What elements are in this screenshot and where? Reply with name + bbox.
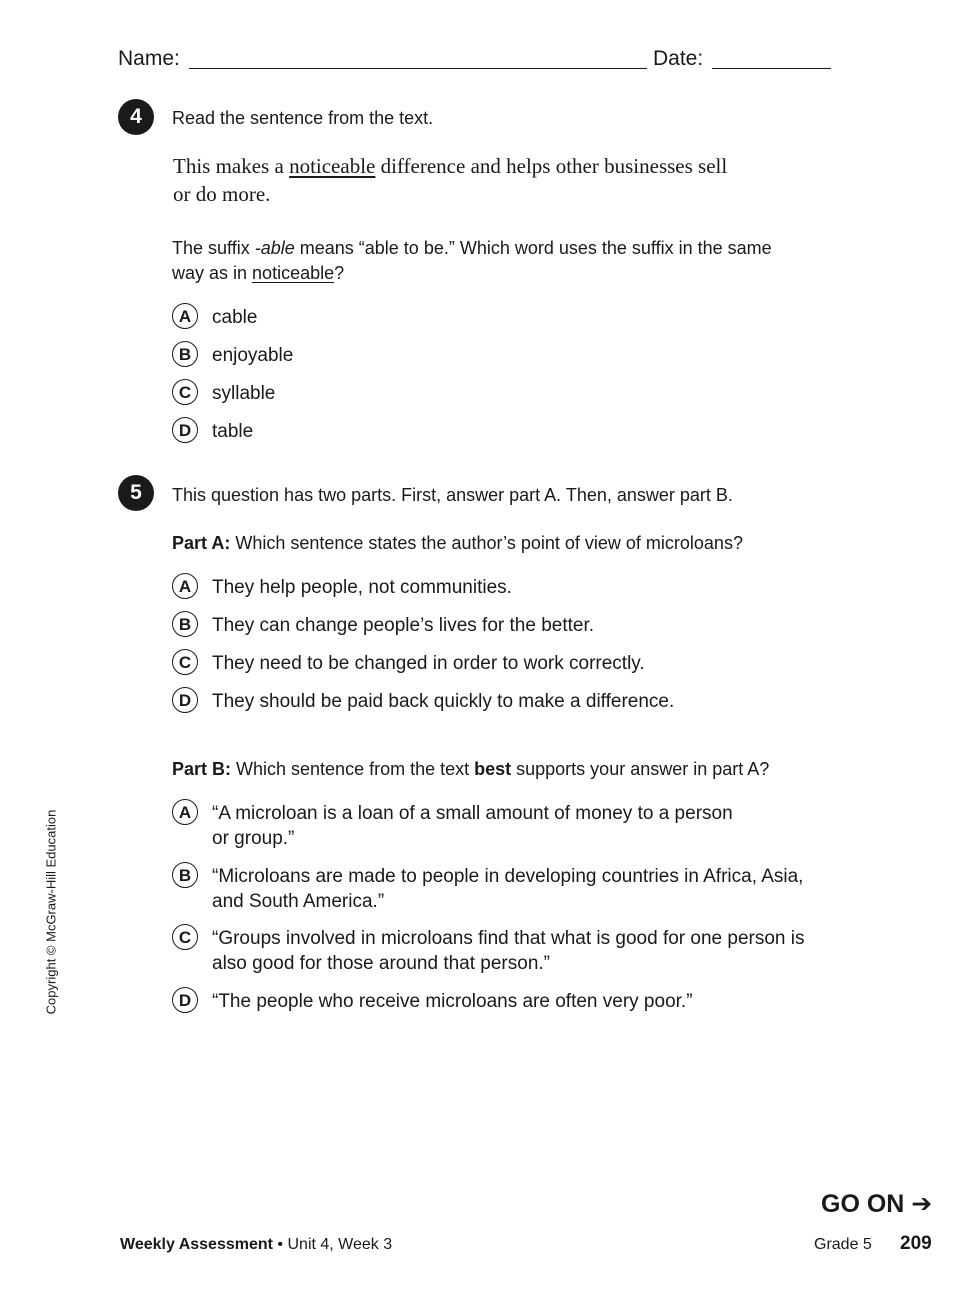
part-b-option-d[interactable]: D “The people who receive microloans are often very poor.”	[172, 989, 693, 1014]
answer-bubble: B	[172, 341, 198, 367]
arrow-right-icon: ➔	[911, 1190, 933, 1218]
q4-option-d[interactable]: D table	[172, 419, 253, 444]
quote-underlined-word: noticeable	[289, 154, 376, 178]
q4-option-c[interactable]: C syllable	[172, 381, 275, 406]
question-5-number: 5	[118, 475, 154, 511]
answer-bubble: A	[172, 799, 198, 825]
name-label: Name:	[118, 47, 180, 70]
part-a-option-c[interactable]: C They need to be changed in order to work correctly.	[172, 651, 645, 676]
q5-part-b-question: Part B: Which sentence from the text best supports your answer in part A?	[172, 759, 770, 779]
answer-bubble: C	[172, 379, 198, 405]
answer-bubble: B	[172, 862, 198, 888]
answer-bubble: A	[172, 303, 198, 329]
footer-assessment: Weekly Assessment • Unit 4, Week 3	[120, 1236, 393, 1253]
part-a-option-d[interactable]: D They should be paid back quickly to make a difference.	[172, 689, 674, 714]
q4-option-a[interactable]: A cable	[172, 305, 257, 330]
answer-bubble: D	[172, 687, 198, 713]
part-a-option-a[interactable]: A They help people, not communities.	[172, 575, 512, 600]
answer-bubble: D	[172, 987, 198, 1013]
question-4-number: 4	[118, 99, 154, 135]
date-label: Date:	[653, 47, 704, 70]
page-number: 209	[900, 1233, 932, 1254]
q5-intro: This question has two parts. First, answer part A. Then, answer part B.	[172, 485, 733, 505]
answer-bubble: A	[172, 573, 198, 599]
answer-bubble: C	[172, 649, 198, 675]
part-b-option-b[interactable]: B “Microloans are made to people in developing countries in Africa, Asia, and South America.”	[172, 864, 803, 914]
part-a-option-b[interactable]: B They can change people’s lives for the better.	[172, 613, 594, 638]
copyright-notice: Copyright © McGraw-Hill Education	[43, 809, 59, 1015]
go-on-indicator: GO ON ➔	[821, 1190, 933, 1218]
answer-bubble: B	[172, 611, 198, 637]
name-line[interactable]	[189, 68, 647, 69]
q4-question: The suffix -able means “able to be.” Which word uses the suffix in the same way as in noticeable?	[172, 238, 772, 283]
date-line[interactable]	[712, 68, 831, 69]
q4-quote: This makes a noticeable difference and helps other businesses sell or do more.	[173, 154, 728, 206]
q4-option-b[interactable]: B enjoyable	[172, 343, 293, 368]
answer-bubble: C	[172, 924, 198, 950]
answer-bubble: D	[172, 417, 198, 443]
footer-grade: Grade 5	[814, 1236, 872, 1253]
q4-prompt: Read the sentence from the text.	[172, 108, 434, 128]
part-b-option-a[interactable]: A “A microloan is a loan of a small amount of money to a person or group.”	[172, 801, 733, 851]
part-b-option-c[interactable]: C “Groups involved in microloans find that what is good for one person is also good for those around that person.”	[172, 926, 804, 976]
q5-part-a-question: Part A: Which sentence states the author’s point of view of microloans?	[172, 533, 743, 553]
